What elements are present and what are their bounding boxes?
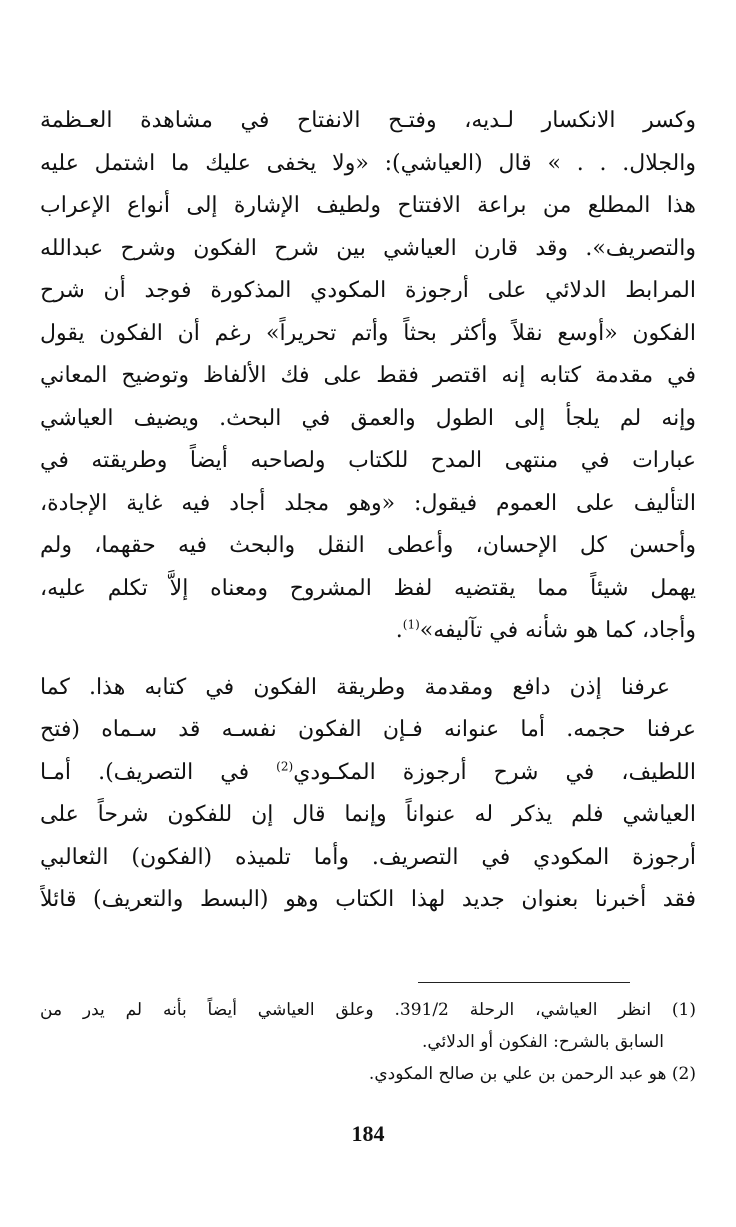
text-fragment: في التصريف). أمـا [40, 759, 277, 785]
text-line [40, 752, 696, 795]
text-line-last [40, 610, 696, 653]
footnote-1: (1) انظر العياشي، الرحلة 391/2. وعلق العياشي أيضاً بأنه لم يدر من [40, 1000, 696, 1020]
text-line: هذا المطلع من براعة الافتتاح ولطيف الإشارة إلى أنواع الإعراب [40, 193, 696, 218]
footnote-ref-1[interactable]: (1) [402, 617, 420, 632]
footnote-1-continuation: السابق بالشرح: الفكون أو الدلائي. [421, 1032, 664, 1052]
text-line: وأحسن كل الإحسان، وأعطى النقل والبحث فيه حقهما، ولم [40, 533, 696, 558]
footnote-divider [418, 982, 630, 983]
paragraph [40, 667, 696, 922]
text-line: العياشي فلم يذكر له عنواناً وإنما قال إن للفكون شرحاً على [40, 802, 696, 827]
text-line: وكسر الانكسار لـديه، وفتـح الانفتاح في مشاهدة العـظمة [40, 108, 696, 133]
footnote-2: (2) هو عبد الرحمن بن علي بن صالح المكودي. [368, 1064, 696, 1084]
footnote-ref-2[interactable]: (2) [276, 759, 294, 774]
text-fragment: اللطيف، في شرح أرجوزة المكـودي [293, 759, 696, 785]
text-line: الفكون «أوسع نقلاً وأكثر بحثاً وأتم تحريراً» رغم أن الفكون يقول [40, 320, 696, 346]
text-line: والجلال. . . » قال (العياشي): «ولا يخفى عليك ما اشتمل عليه [40, 150, 696, 176]
text-fragment: وأجاد، كما هو شأنه في تآليفه» [419, 618, 696, 643]
text-fragment: . [395, 618, 403, 643]
text-line: والتصريف». وقد قارن العياشي بين شرح الفكون وشرح عبدالله [40, 235, 696, 261]
text-line: عبارات في منتهى المدح للكتاب ولصاحبه أيضاً وطريقته في [40, 448, 696, 473]
text-line: عرفنا حجمه. أما عنوانه فـإن الفكون نفسـه قد سـماه (فتح [40, 717, 696, 742]
text-line: التأليف على العموم فيقول: «وهو مجلد أجاد فيه غاية الإجادة، [40, 490, 696, 516]
text-line: المرابط الدلائي على أرجوزة المكودي المذكورة فوجد أن شرح [40, 278, 696, 303]
main-text [40, 100, 696, 922]
footnotes [40, 994, 696, 1090]
text-line: أرجوزة المكودي في التصريف. وأما تلميذه (الفكون) الثعالبي [40, 844, 696, 870]
text-line: وإنه لم يلجأ إلى الطول والعمق في البحث. ويضيف العياشي [40, 405, 696, 431]
page-number: 184 [351, 1121, 385, 1146]
paragraph [40, 100, 696, 653]
text-line: يهمل شيئاً مما يقتضيه لفظ المشروح ومعناه إلاَّ تكلم عليه، [40, 575, 696, 601]
text-line: عرفنا إذن دافع ومقدمة وطريقة الفكون في كتابه هذا. كما [40, 674, 670, 700]
text-line: في مقدمة كتابه إنه اقتصر فقط على فك الألفاظ وتوضيح المعاني [40, 363, 696, 388]
text-line: فقد أخبرنا بعنوان جديد لهذا الكتاب وهو (البسط والتعريف) قائلاً [40, 887, 696, 912]
